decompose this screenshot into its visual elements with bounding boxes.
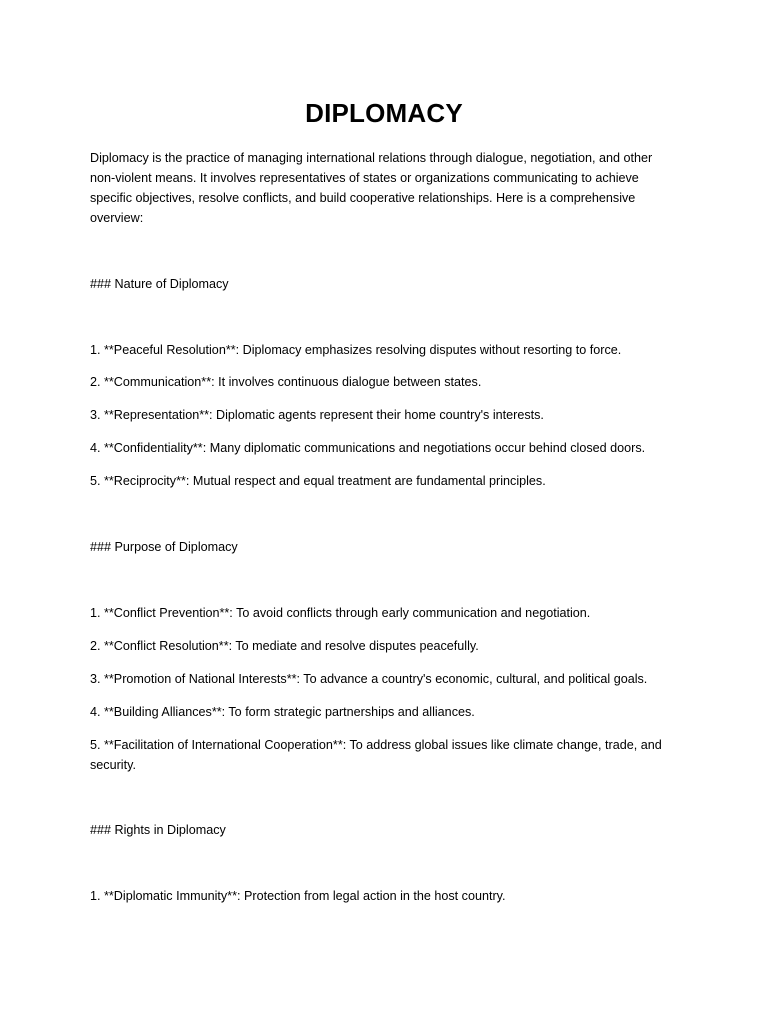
list-item: 1. **Conflict Prevention**: To avoid conflicts through early communication and negotiation. xyxy=(90,606,591,620)
section-heading-rights: ### Rights in Diplomacy xyxy=(90,823,226,837)
list-item: 5. **Facilitation of International Cooperation**: To address global issues like climate change, trade, and security. xyxy=(90,738,662,772)
intro-paragraph: Diplomacy is the practice of managing international relations through dialogue, negotiation, and other non-violent means. It involves representatives of states or organizations communicating to achieve specific objectives, resolve conflicts, and build cooperative relationships. Here is a comprehensive overview: xyxy=(90,151,653,225)
list-item: 2. **Conflict Resolution**: To mediate and resolve disputes peacefully. xyxy=(90,639,479,653)
section-heading-nature: ### Nature of Diplomacy xyxy=(90,277,229,291)
document-title: DIPLOMACY xyxy=(305,98,463,128)
list-item: 2. **Communication**: It involves continuous dialogue between states. xyxy=(90,375,482,389)
list-item: 4. **Confidentiality**: Many diplomatic communications and negotiations occur behind closed doors. xyxy=(90,441,646,455)
list-item: 3. **Promotion of National Interests**: To advance a country's economic, cultural, and political goals. xyxy=(90,672,648,686)
list-item: 5. **Reciprocity**: Mutual respect and equal treatment are fundamental principles. xyxy=(90,474,546,488)
list-item: 1. **Diplomatic Immunity**: Protection from legal action in the host country. xyxy=(90,889,506,903)
section-heading-purpose: ### Purpose of Diplomacy xyxy=(90,540,238,554)
list-item: 3. **Representation**: Diplomatic agents represent their home country's interests. xyxy=(90,408,544,422)
list-item: 1. **Peaceful Resolution**: Diplomacy emphasizes resolving disputes without resorting to force. xyxy=(90,343,622,357)
list-item: 4. **Building Alliances**: To form strategic partnerships and alliances. xyxy=(90,705,475,719)
